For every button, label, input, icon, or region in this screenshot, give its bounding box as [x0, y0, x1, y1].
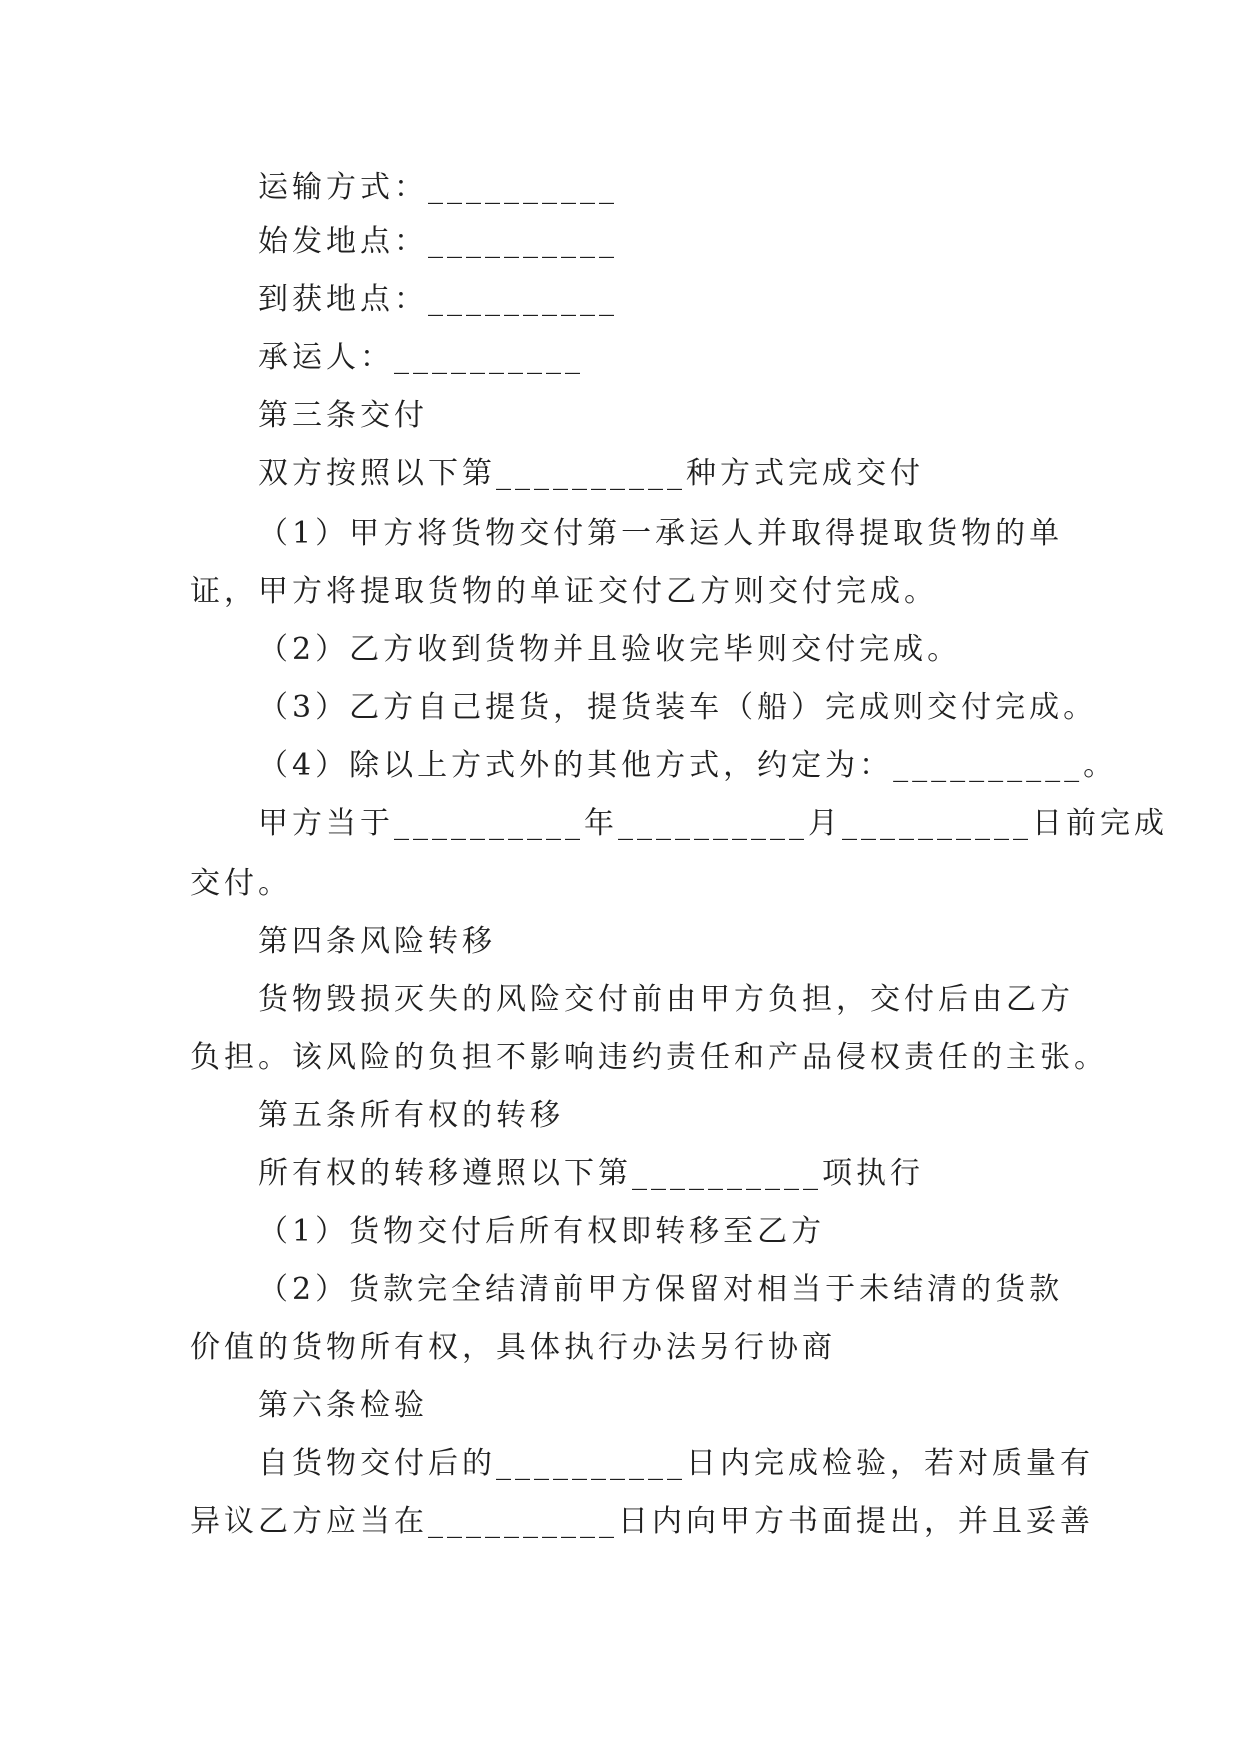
paragraph-line: 异议乙方应当在__________日内向甲方书面提出，并且妥善 [190, 1504, 1094, 1539]
field-transport-method: 运输方式：__________ [258, 170, 618, 205]
paragraph-line: （1）货物交付后所有权即转移至乙方 [258, 1214, 826, 1249]
section-heading-6: 第六条检验 [258, 1388, 428, 1423]
paragraph-line: 甲方当于__________年__________月__________日前完成 [258, 806, 1168, 841]
paragraph-line: （2）货款完全结清前甲方保留对相当于未结清的货款 [258, 1272, 1064, 1307]
paragraph-line: （2）乙方收到货物并且验收完毕则交付完成。 [258, 632, 962, 667]
paragraph-line: 货物毁损灭失的风险交付前由甲方负担，交付后由乙方 [258, 982, 1074, 1017]
paragraph-line: 价值的货物所有权，具体执行办法另行协商 [190, 1330, 836, 1365]
paragraph-line: （3）乙方自己提货，提货装车（船）完成则交付完成。 [258, 690, 1098, 725]
paragraph-line: 双方按照以下第__________种方式完成交付 [258, 456, 924, 491]
section-heading-4: 第四条风险转移 [258, 924, 496, 959]
section-heading-5: 第五条所有权的转移 [258, 1098, 564, 1133]
field-origin: 始发地点：__________ [258, 224, 618, 259]
paragraph-line: 所有权的转移遵照以下第__________项执行 [258, 1156, 924, 1191]
paragraph-line: 证，甲方将提取货物的单证交付乙方则交付完成。 [190, 574, 938, 609]
paragraph-line: （1）甲方将货物交付第一承运人并取得提取货物的单 [258, 516, 1064, 551]
paragraph-line: 交付。 [190, 866, 292, 901]
paragraph-line: 负担。该风险的负担不影响违约责任和产品侵权责任的主张。 [190, 1040, 1108, 1075]
section-heading-3: 第三条交付 [258, 398, 428, 433]
paragraph-line: （4）除以上方式外的其他方式，约定为：__________。 [258, 748, 1118, 783]
field-carrier: 承运人：__________ [258, 340, 584, 375]
field-destination: 到获地点：__________ [258, 282, 618, 317]
paragraph-line: 自货物交付后的__________日内完成检验，若对质量有 [258, 1446, 1094, 1481]
